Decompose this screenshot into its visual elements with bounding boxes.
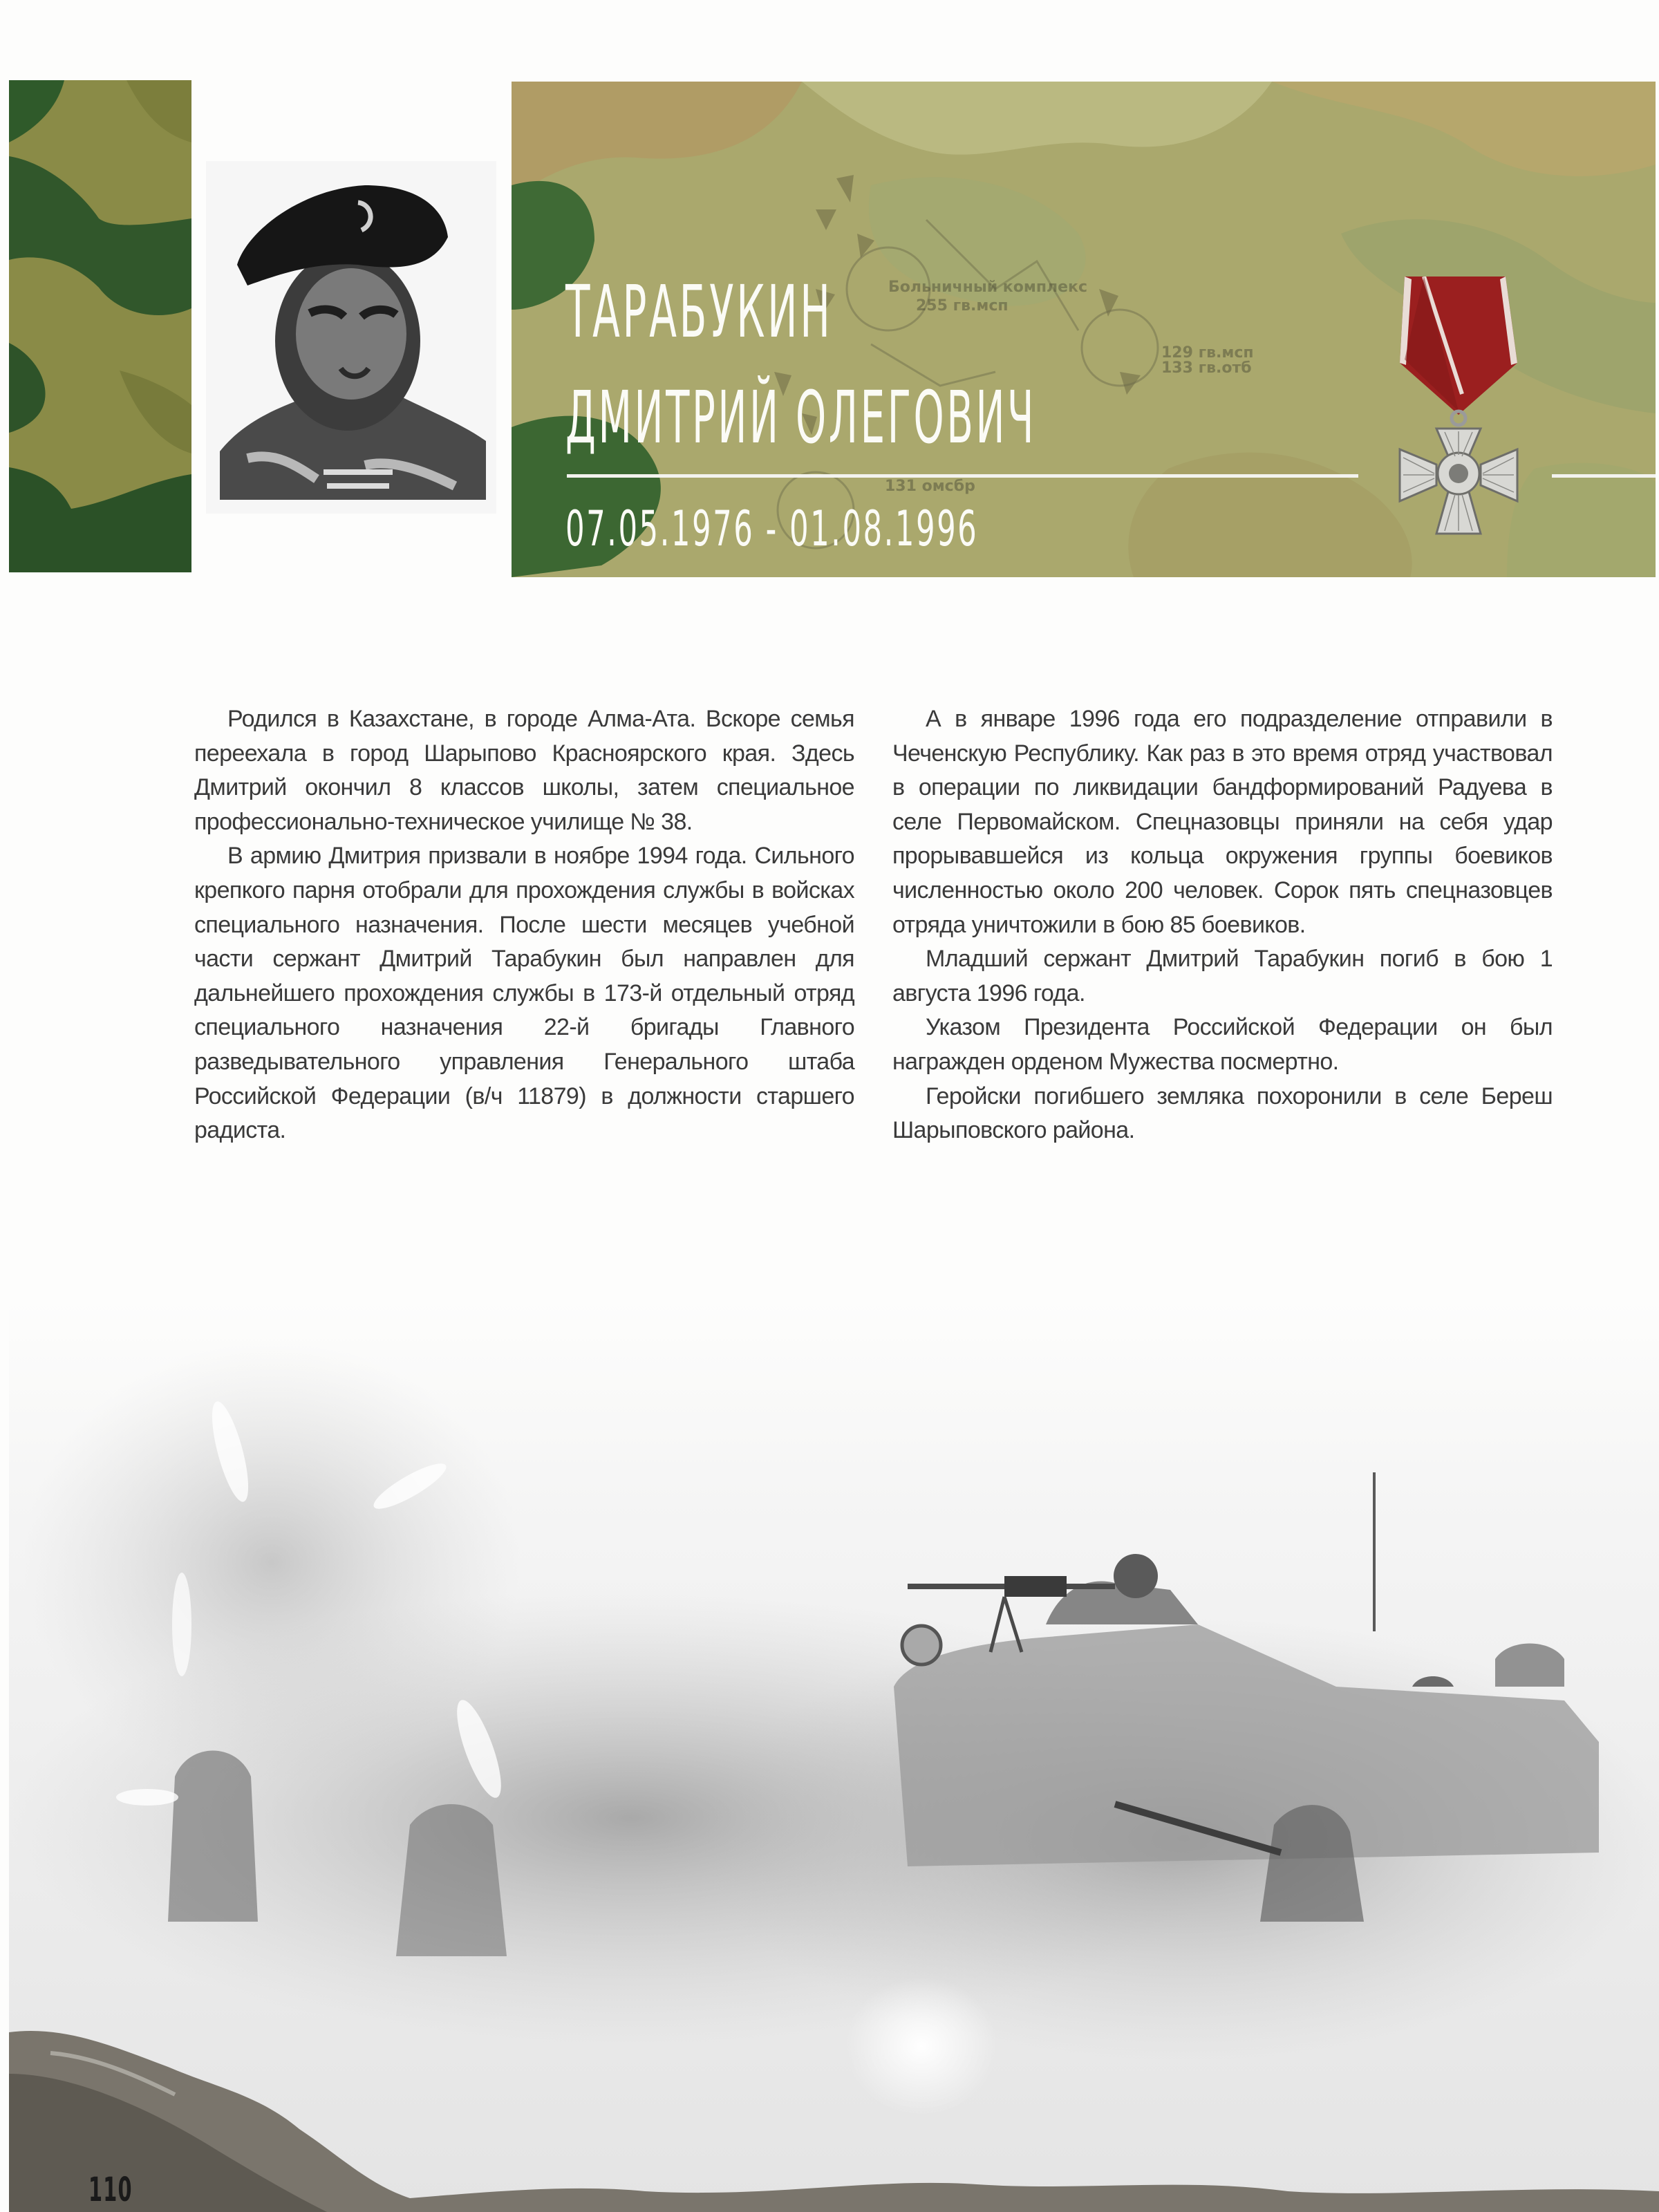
map-label: Больничный комплекс <box>888 279 1088 296</box>
divider-line <box>1552 474 1656 478</box>
biography-paragraph: Младший сержант Дмитрий Тарабукин погиб в бою 1 августа 1996 года. <box>892 946 1553 1006</box>
map-label: 255 гв.мсп <box>916 297 1009 315</box>
hero-given-names: ДМИТРИЙ ОЛЕГОВИЧ <box>565 375 1037 460</box>
portrait-photo <box>206 161 496 514</box>
order-of-courage-icon <box>1396 276 1521 543</box>
page-number: 110 <box>88 2171 133 2209</box>
biography-paragraph: А в январе 1996 года его подразделение отправили в Чеченскую Республику. Как раз в это время отряд участвовал в операции по ликвидации бандформирований Радуева в селе Первомайском. Спецназовцы приняли на себя удар прорывавшейся из кольца окружения группы боевиков численностью около 200 человек. Сорок пять спецназовцев отряда уничтожили в бою 85 боевиков. <box>892 706 1553 938</box>
header-banner <box>512 82 1656 577</box>
biography-left-column <box>194 702 854 1148</box>
map-label: 129 гв.мсп <box>1161 344 1254 362</box>
biography-paragraph: Указом Президента Российской Федерации он был награжден орденом Мужества посмертно. <box>892 1014 1553 1075</box>
camouflage-strip <box>9 80 191 572</box>
biography-paragraph: Родился в Казахстане, в городе Алма-Ата. Вскоре семья переехала в город Шарыпово Красноярского края. Здесь Дмитрий окончил 8 классов школы, затем специальное профессионально-техническое училище № 38. <box>194 706 854 835</box>
biography-paragraph: В армию Дмитрия призвали в ноябре 1994 года. Сильного крепкого парня отобрали для прохождения службы в войсках специального назначения. После шести месяцев учебной части сержант Дмитрий Тарабукин был направлен для дальнейшего прохождения службы в 173-й отдельный отряд специального назначения 22-й бригады Главного разведывательного управления Генерального штаба Российской Федерации (в/ч 11879) в должности старшего радиста. <box>194 843 854 1144</box>
soldier-portrait-image <box>206 161 496 514</box>
combat-photo <box>9 1300 1659 2212</box>
camouflage-pattern <box>9 80 191 572</box>
divider-line <box>567 474 1358 478</box>
armored-vehicle-battle-image <box>9 1300 1659 2212</box>
map-label: 133 гв.отб <box>1161 359 1252 377</box>
life-dates: 07.05.1976 - 01.08.1996 <box>565 500 979 557</box>
hero-surname: ТАРАБУКИН <box>565 270 833 354</box>
biography-paragraph: Геройски погибшего земляка похоронили в селе Береш Шарыповского района. <box>892 1082 1553 1144</box>
map-label: 131 омсбр <box>885 478 975 495</box>
biography-right-column <box>892 702 1553 1148</box>
